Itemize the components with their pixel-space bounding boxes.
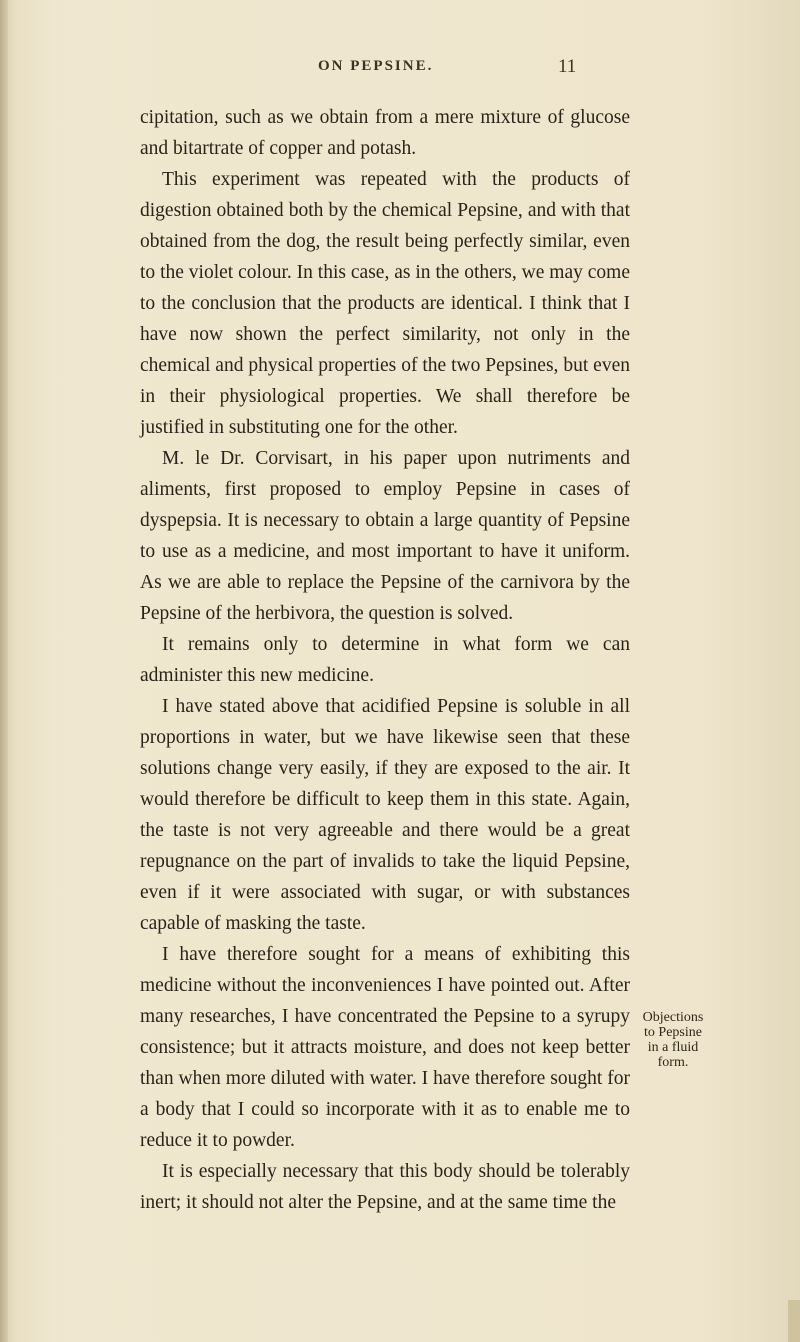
paragraph: I have therefore sought for a means of exhibiting this medicine without the inconveniences I have pointed out. After many researches, I have concentrated the Pepsine to a syrupy consistence; but it attracts moisture, and does not keep better than when more diluted with water. I have therefore sought for a body that I could so incorporate with it as to enable me to reduce it to powder. (140, 944, 630, 1151)
paragraph: I have stated above that acidified Pepsine is soluble in all proportions in water, but we have likewise seen that these solutions change very easily, if they are exposed to the air. It would therefore be difficult to keep them in this state. Again, the taste is not very agreeable and there would be a great repugnance on the part of invalids to take the liquid Pepsine, even if it were associated with sugar, or with substances capable of masking the taste. (140, 696, 630, 934)
margin-note: Objections to Pepsine in a fluid form. (642, 1010, 704, 1070)
page-gutter (0, 0, 8, 1342)
running-head: ON PEPSINE. (318, 58, 434, 74)
page-edge (788, 1300, 800, 1342)
paragraph: It is especially necessary that this body should be tolerably inert; it should not alter the Pepsine, and at the same time the (140, 1161, 630, 1213)
page-header (0, 58, 800, 82)
page-number: 11 (558, 56, 577, 77)
paragraph: It remains only to determine in what form we can administer this new medicine. (140, 634, 630, 686)
paragraph: cipitation, such as we obtain from a mere mixture of glucose and bitartrate of copper and potash. (140, 107, 630, 159)
body-text (140, 102, 630, 1218)
paragraph: This experiment was repeated with the products of digestion obtained both by the chemical Pepsine, and with that obtained from the dog, the result being perfectly similar, even to the violet colour. In this case, as in the others, we may come to the conclusion that the products are identical. I think that I have now shown the perfect similarity, not only in the chemical and physical properties of the two Pepsines, but even in their physiological properties. We shall therefore be justified in substituting one for the other. (140, 169, 630, 438)
paragraph: M. le Dr. Corvisart, in his paper upon nutriments and aliments, first proposed to employ Pepsine in cases of dyspepsia. It is necessary to obtain a large quantity of Pepsine to use as a medicine, and most important to have it uniform. As we are able to replace the Pepsine of the carnivora by the Pepsine of the herbivora, the question is solved. (140, 448, 630, 624)
